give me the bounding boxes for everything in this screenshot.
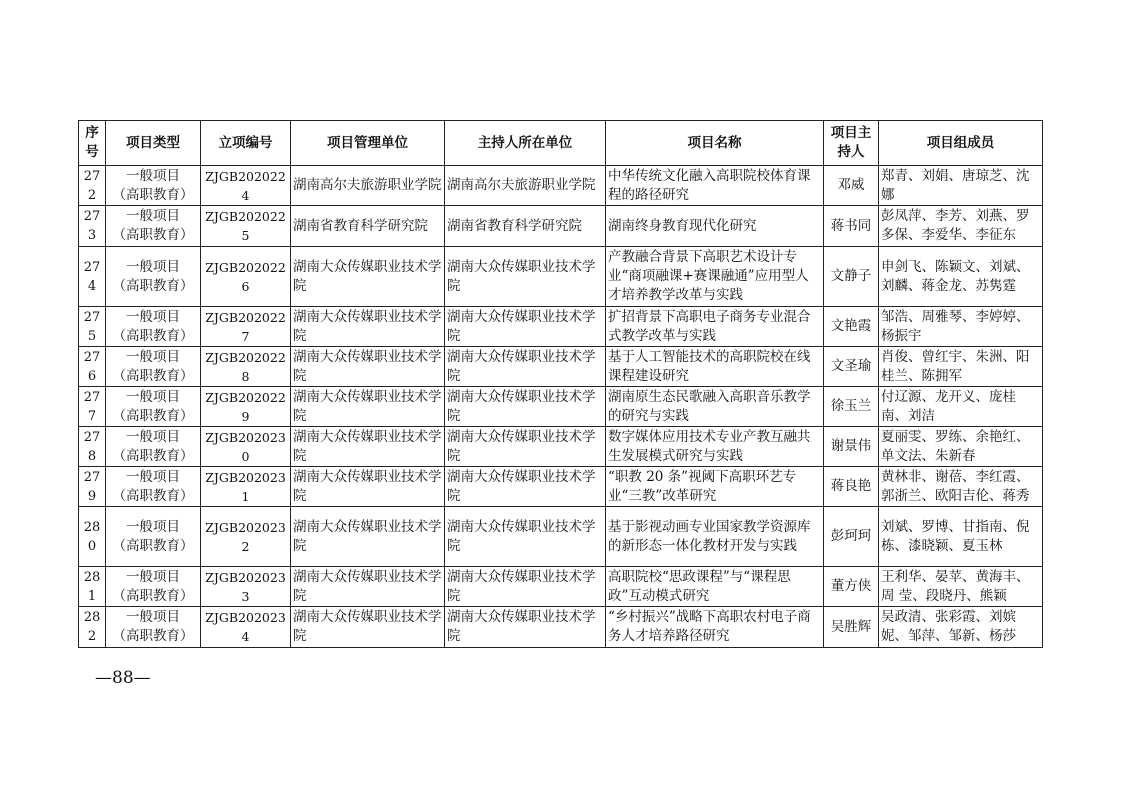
- cell-seq: 279: [79, 467, 106, 507]
- cell-name: 湖南终身教育现代化研究: [606, 206, 824, 247]
- cell-seq: 272: [79, 166, 106, 206]
- type-line2: （高职教育）: [112, 367, 194, 384]
- table-row: [79, 247, 1043, 307]
- cell-seq: 275: [79, 307, 106, 347]
- cell-host-unit: 湖南大众传媒职业技术学院: [445, 247, 606, 307]
- cell-host: 徐玉兰: [824, 387, 879, 427]
- table-row: [79, 427, 1043, 467]
- cell-code: ZJGB2020225: [201, 206, 291, 247]
- type-line1: 一般项目: [126, 348, 180, 365]
- cell-host-unit: 湖南大众传媒职业技术学院: [445, 427, 606, 467]
- cell-members: 黄林非、谢蓓、李红霞、郭浙兰、欧阳吉伦、蒋秀: [879, 467, 1043, 507]
- cell-members: 付辽源、龙开义、庞桂南、刘洁: [879, 387, 1043, 427]
- header-seq: 序号: [79, 121, 106, 166]
- type-line2: （高职教育）: [112, 407, 194, 424]
- cell-name: 湖南原生态民歌融入高职音乐教学的研究与实践: [606, 387, 824, 427]
- cell-host: 吴胜辉: [824, 607, 879, 648]
- cell-code: ZJGB2020226: [201, 247, 291, 307]
- cell-type: [106, 307, 201, 347]
- cell-name: “职教 20 条”视阈下高职环艺专业“三教”改革研究: [606, 467, 824, 507]
- header-members: 项目组成员: [879, 121, 1043, 166]
- cell-host-unit: 湖南大众传媒职业技术学院: [445, 467, 606, 507]
- cell-mgmt-unit: 湖南大众传媒职业技术学院: [291, 247, 445, 307]
- cell-name: 数字媒体应用技术专业产教互融共生发展模式研究与实践: [606, 427, 824, 467]
- cell-mgmt-unit: 湖南大众传媒职业技术学院: [291, 307, 445, 347]
- cell-type: [106, 347, 201, 387]
- cell-type: [106, 166, 201, 206]
- table-row: [79, 387, 1043, 427]
- cell-code: ZJGB2020227: [201, 307, 291, 347]
- cell-members: 申剑飞、陈颖文、刘斌、刘麟、蒋金龙、苏隽霆: [879, 247, 1043, 307]
- cell-type: [106, 507, 201, 567]
- cell-mgmt-unit: 湖南大众传媒职业技术学院: [291, 567, 445, 607]
- cell-seq: 277: [79, 387, 106, 427]
- cell-seq: 276: [79, 347, 106, 387]
- cell-code: ZJGB2020234: [201, 607, 291, 648]
- cell-seq: 273: [79, 206, 106, 247]
- header-code: 立项编号: [201, 121, 291, 166]
- cell-host: 文艳霞: [824, 307, 879, 347]
- type-line1: 一般项目: [126, 568, 180, 585]
- cell-seq: 274: [79, 247, 106, 307]
- type-line2: （高职教育）: [112, 277, 194, 294]
- type-line1: 一般项目: [126, 428, 180, 445]
- cell-members: 彭凤萍、李芳、刘燕、罗多保、李爱华、李征东: [879, 206, 1043, 247]
- type-line1: 一般项目: [126, 518, 180, 535]
- cell-code: ZJGB2020231: [201, 467, 291, 507]
- cell-code: ZJGB2020230: [201, 427, 291, 467]
- cell-mgmt-unit: 湖南大众传媒职业技术学院: [291, 387, 445, 427]
- cell-host: 文圣瑜: [824, 347, 879, 387]
- type-line1: 一般项目: [126, 468, 180, 485]
- header-name: 项目名称: [606, 121, 824, 166]
- cell-code: ZJGB2020229: [201, 387, 291, 427]
- type-line2: （高职教育）: [112, 537, 194, 554]
- cell-type: [106, 567, 201, 607]
- type-line2: （高职教育）: [112, 227, 194, 243]
- type-line2: （高职教育）: [112, 327, 194, 344]
- cell-host-unit: 湖南大众传媒职业技术学院: [445, 567, 606, 607]
- type-line2: （高职教育）: [112, 628, 194, 644]
- cell-seq: 281: [79, 567, 106, 607]
- header-host: 项目主持人: [824, 121, 879, 166]
- type-line1: 一般项目: [126, 167, 180, 184]
- cell-name: 产教融合背景下高职艺术设计专业“商项融课+赛课融通”应用型人才培养教学改革与实践: [606, 247, 824, 307]
- cell-code: ZJGB2020232: [201, 507, 291, 567]
- cell-seq: 278: [79, 427, 106, 467]
- page-number: —88—: [95, 668, 151, 688]
- cell-members: 吴政清、张彩霞、刘嫔妮、邹萍、邹新、杨莎: [879, 607, 1043, 648]
- type-line1: 一般项目: [126, 258, 180, 275]
- cell-host: 蒋书同: [824, 206, 879, 247]
- table-row: [79, 206, 1043, 247]
- table-row: [79, 166, 1043, 206]
- cell-members: 郑青、刘娟、唐琼芝、沈娜: [879, 166, 1043, 206]
- cell-seq: 282: [79, 607, 106, 648]
- type-line2: （高职教育）: [112, 587, 194, 604]
- table-row: [79, 307, 1043, 347]
- cell-members: 邹浩、周雅琴、李婷婷、杨振宇: [879, 307, 1043, 347]
- cell-name: 中华传统文化融入高职院校体育课程的路径研究: [606, 166, 824, 206]
- cell-members: 王利华、晏苹、黄海丰、周 莹、段晓丹、熊颖: [879, 567, 1043, 607]
- type-line1: 一般项目: [126, 208, 180, 224]
- cell-name: “乡村振兴”战略下高职农村电子商务人才培养路径研究: [606, 607, 824, 648]
- type-line2: （高职教育）: [112, 186, 194, 203]
- cell-type: [106, 607, 201, 648]
- cell-host-unit: 湖南省教育科学研究院: [445, 206, 606, 247]
- cell-code: ZJGB2020233: [201, 567, 291, 607]
- cell-type: [106, 387, 201, 427]
- type-line1: 一般项目: [126, 609, 180, 625]
- cell-host: 彭珂珂: [824, 507, 879, 567]
- table-row: [79, 567, 1043, 607]
- cell-mgmt-unit: 湖南省教育科学研究院: [291, 206, 445, 247]
- cell-host-unit: 湖南大众传媒职业技术学院: [445, 607, 606, 648]
- cell-mgmt-unit: 湖南大众传媒职业技术学院: [291, 427, 445, 467]
- cell-name: 基于人工智能技术的高职院校在线课程建设研究: [606, 347, 824, 387]
- cell-mgmt-unit: 湖南高尔夫旅游职业学院: [291, 166, 445, 206]
- cell-mgmt-unit: 湖南大众传媒职业技术学院: [291, 507, 445, 567]
- type-line1: 一般项目: [126, 308, 180, 325]
- cell-host: 文静子: [824, 247, 879, 307]
- cell-host: 蒋良艳: [824, 467, 879, 507]
- cell-name: 扩招背景下高职电子商务专业混合式教学改革与实践: [606, 307, 824, 347]
- table-row: [79, 507, 1043, 567]
- cell-name: 高职院校“思政课程”与“课程思政”互动模式研究: [606, 567, 824, 607]
- header-host-unit: 主持人所在单位: [445, 121, 606, 166]
- header-mgmt-unit: 项目管理单位: [291, 121, 445, 166]
- cell-host-unit: 湖南大众传媒职业技术学院: [445, 347, 606, 387]
- type-line1: 一般项目: [126, 388, 180, 405]
- cell-host-unit: 湖南大众传媒职业技术学院: [445, 307, 606, 347]
- table-header-row: [79, 121, 1043, 166]
- cell-host-unit: 湖南大众传媒职业技术学院: [445, 507, 606, 567]
- cell-host: 谢景伟: [824, 427, 879, 467]
- cell-type: [106, 206, 201, 247]
- cell-mgmt-unit: 湖南大众传媒职业技术学院: [291, 607, 445, 648]
- cell-code: ZJGB2020228: [201, 347, 291, 387]
- cell-members: 刘斌、罗博、甘指南、倪栋、漆晓颖、夏玉林: [879, 507, 1043, 567]
- table-row: [79, 347, 1043, 387]
- header-type: 项目类型: [106, 121, 201, 166]
- cell-mgmt-unit: 湖南大众传媒职业技术学院: [291, 467, 445, 507]
- cell-host: 董方侠: [824, 567, 879, 607]
- cell-seq: 280: [79, 507, 106, 567]
- cell-host-unit: 湖南大众传媒职业技术学院: [445, 387, 606, 427]
- table-row: [79, 607, 1043, 648]
- type-line2: （高职教育）: [112, 447, 194, 464]
- type-line2: （高职教育）: [112, 487, 194, 504]
- cell-type: [106, 467, 201, 507]
- cell-members: 夏丽雯、罗练、余艳红、单文法、朱新春: [879, 427, 1043, 467]
- cell-name: 基于影视动画专业国家教学资源库的新形态一体化教材开发与实践: [606, 507, 824, 567]
- cell-type: [106, 427, 201, 467]
- cell-mgmt-unit: 湖南大众传媒职业技术学院: [291, 347, 445, 387]
- table-row: [79, 467, 1043, 507]
- cell-code: ZJGB2020224: [201, 166, 291, 206]
- cell-members: 肖俊、曾红宇、朱洲、阳桂兰、陈拥军: [879, 347, 1043, 387]
- cell-type: [106, 247, 201, 307]
- projects-table: [78, 120, 1043, 648]
- cell-host: 邓威: [824, 166, 879, 206]
- cell-host-unit: 湖南高尔夫旅游职业学院: [445, 166, 606, 206]
